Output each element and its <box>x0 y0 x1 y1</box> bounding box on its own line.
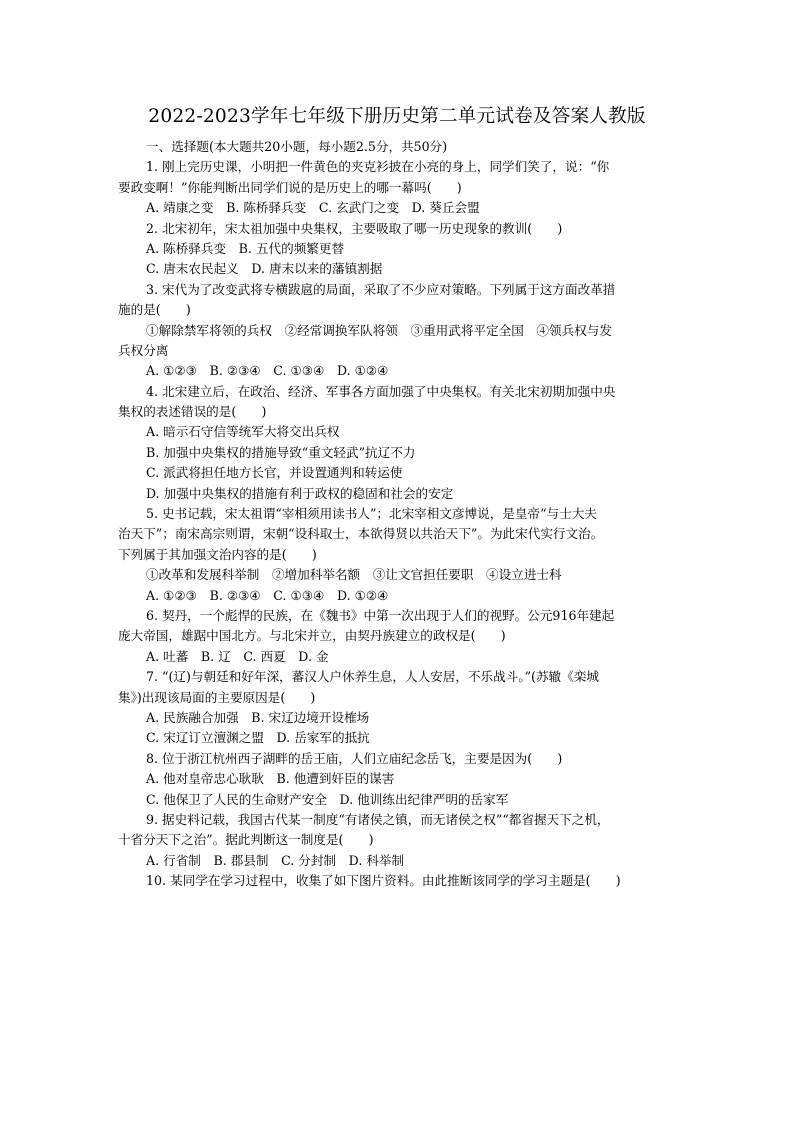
text-line: 一、选择题(本大题共20小题，每小题2.5分，共50分) <box>146 139 448 154</box>
question-body <box>118 137 686 891</box>
text-line: A. 民族融合加强 B. 宋辽边境开设榷场 <box>146 709 370 725</box>
text-line: C. 他保卫了人民的生命财产安全 D. 他训练出纪律严明的岳家军 <box>146 791 509 807</box>
text-line: 1. 刚上完历史课，小明把一件黄色的夹克衫披在小亮的身上，同学们笑了，说：“你 <box>146 159 610 175</box>
text-line: 6. 契丹，一个彪悍的民族，在《魏书》中第一次出现于人们的视野。公元916年建起 <box>146 607 615 623</box>
text-line: ①解除禁军将领的兵权 ②经常调换军队将领 ③重用武将平定全国 ④领兵权与发 <box>146 322 612 338</box>
text-line: 兵权分离 <box>118 342 169 358</box>
text-line: A. 陈桥驿兵变 B. 五代的频繁更替 <box>146 240 345 256</box>
text-line: 4. 北宋建立后，在政治、经济、军事各方面加强了中央集权。有关北宋初期加强中央 <box>146 383 616 399</box>
text-line: 施的是( ) <box>118 302 191 318</box>
text-line: ①改革和发展科举制 ②增加科举名额 ③让文官担任要职 ④设立进士科 <box>146 567 562 583</box>
text-line: A. 靖康之变 B. 陈桥驿兵变 C. 玄武门之变 D. 葵丘会盟 <box>146 200 480 216</box>
text-line: C. 派武将担任地方长官，并设置通判和转运使 <box>146 465 403 481</box>
text-line: 下列属于其加强文治内容的是( ) <box>118 546 317 562</box>
text-line: A. ①②③ B. ②③④ C. ①③④ D. ①②④ <box>146 587 389 603</box>
document-title: 2022-2023学年七年级下册历史第二单元试卷及答案人教版 <box>148 106 646 127</box>
text-line: 5. 史书记载，宋太祖谓“宰相须用读书人”；北宋宰相文彦博说，是皇帝“与士大夫 <box>146 506 597 522</box>
text-line: B. 加强中央集权的措施导致“重文轻武”抗辽不力 <box>146 444 416 460</box>
text-line: 要政变啊！”你能判断出同学们说的是历史上的哪一幕吗( ) <box>118 179 462 195</box>
text-line: 治天下”；南宋高宗则谓，宋朝“设科取士，本欲得贤以共治天下”。为此宋代实行文治。 <box>118 526 604 542</box>
text-line: A. 暗示石守信等统军大将交出兵权 <box>146 424 340 440</box>
text-line: 8. 位于浙江杭州西子湖畔的岳王庙，人们立庙纪念岳飞，主要是因为( ) <box>146 750 563 766</box>
text-line: A. 吐蕃 B. 辽 C. 西夏 D. 金 <box>146 648 329 664</box>
text-line: A. 他对皇帝忠心耿耿 B. 他遭到奸臣的谋害 <box>146 771 395 787</box>
text-line: C. 宋辽订立澶渊之盟 D. 岳家军的抵抗 <box>146 730 370 746</box>
text-line: 庞大帝国，雄踞中国北方。与北宋并立，由契丹族建立的政权是( ) <box>118 628 506 644</box>
text-line: 3. 宋代为了改变武将专横跋扈的局面，采取了不少应对策略。下列属于这方面改革措 <box>146 281 616 297</box>
text-line: A. ①②③ B. ②③④ C. ①③④ D. ①②④ <box>146 363 389 379</box>
text-line: 9. 据史料记载，我国古代某一制度“有诸侯之镇，而无诸侯之权”“都省握天下之机， <box>146 811 610 827</box>
text-line: A. 行省制 B. 郡县制 C. 分封制 D. 科举制 <box>146 852 405 868</box>
text-line: 集》)出现该局面的主要原因是( ) <box>118 689 316 705</box>
text-line: D. 加强中央集权的措施有利于政权的稳固和社会的安定 <box>146 485 454 501</box>
text-line: 十省分天下之治”。据此判断这一制度是( ) <box>118 832 374 848</box>
text-line: 10. 某同学在学习过程中，收集了如下图片资料。由此推断该同学的学习主题是( ) <box>146 873 621 889</box>
text-line: 7. “(辽)与朝廷和好年深，蕃汉人户休养生息，人人安居，不乐战斗。”(苏辙《栾城 <box>146 669 599 685</box>
text-line: 2. 北宋初年，宋太祖加强中央集权，主要吸取了哪一历史现象的教训( ) <box>146 220 563 236</box>
text-line: 集权的表述错误的是( ) <box>118 404 267 420</box>
text-line: C. 唐末农民起义 D. 唐末以来的藩镇割据 <box>146 261 383 277</box>
